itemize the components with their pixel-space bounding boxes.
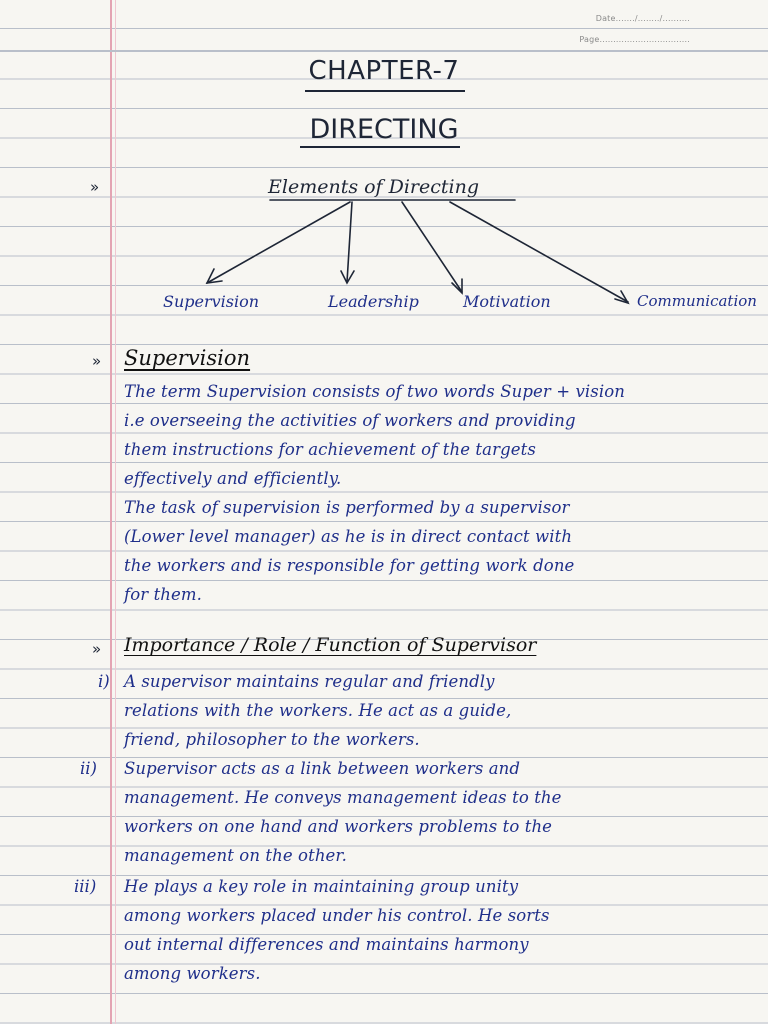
arrow-to-leadership <box>347 202 352 282</box>
arrowhead-communication <box>615 291 628 303</box>
arrowhead-motivation <box>452 279 462 293</box>
point-line: Supervisor acts as a link between workers and <box>124 759 521 778</box>
subject-title: DIRECTING <box>309 114 459 145</box>
point-line: among workers placed under his control. He sorts <box>124 906 550 925</box>
arrow-to-supervision <box>207 202 350 283</box>
point-number: iii) <box>74 877 97 896</box>
page-number-field: Page................................. <box>579 35 690 44</box>
supervision-line: for them. <box>124 585 202 604</box>
supervision-line: them instructions for achievement of the targets <box>124 440 536 459</box>
element-supervision: Supervision <box>163 292 260 311</box>
point-line: workers on one hand and workers problems to the <box>124 817 553 836</box>
supervision-line: (Lower level manager) as he is in direct contact with <box>124 527 573 546</box>
point-line: relations with the workers. He act as a guide, <box>124 701 512 720</box>
supervision-line: The task of supervision is performed by a supervisor <box>124 498 570 517</box>
point-line: He plays a key role in maintaining group unity <box>124 877 519 896</box>
element-motivation: Motivation <box>463 292 551 311</box>
point-line: A supervisor maintains regular and friendly <box>124 672 495 691</box>
bullet-arrow-icon: » <box>92 640 102 658</box>
point-line: management. He conveys management ideas to the <box>124 788 562 807</box>
element-communication: Communication <box>637 292 757 310</box>
arrow-to-motivation <box>402 202 462 292</box>
bullet-arrow-icon: » <box>92 352 102 370</box>
supervision-heading: Supervision <box>124 346 251 370</box>
element-leadership: Leadership <box>328 292 419 311</box>
importance-heading: Importance / Role / Function of Supervisor <box>124 634 537 656</box>
point-number: i) <box>98 672 110 691</box>
supervision-line: effectively and efficiently. <box>124 469 342 488</box>
point-line: out internal differences and maintains harmony <box>124 935 529 954</box>
chapter-title: CHAPTER-7 <box>308 56 460 86</box>
point-line: among workers. <box>124 964 261 983</box>
point-line: management on the other. <box>124 846 347 865</box>
bullet-arrow-icon: » <box>90 178 100 196</box>
supervision-line: the workers and is responsible for getting work done <box>124 556 575 575</box>
point-number: ii) <box>80 759 97 778</box>
supervision-line: The term Supervision consists of two words Super + vision <box>124 382 625 401</box>
supervision-line: i.e overseeing the activities of workers and providing <box>124 411 576 430</box>
arrow-to-communication <box>450 202 628 302</box>
date-field: Date......./......../.......... <box>595 14 690 23</box>
point-line: friend, philosopher to the workers. <box>124 730 420 749</box>
elements-diagram <box>0 0 768 330</box>
elements-title: Elements of Directing <box>268 176 480 198</box>
